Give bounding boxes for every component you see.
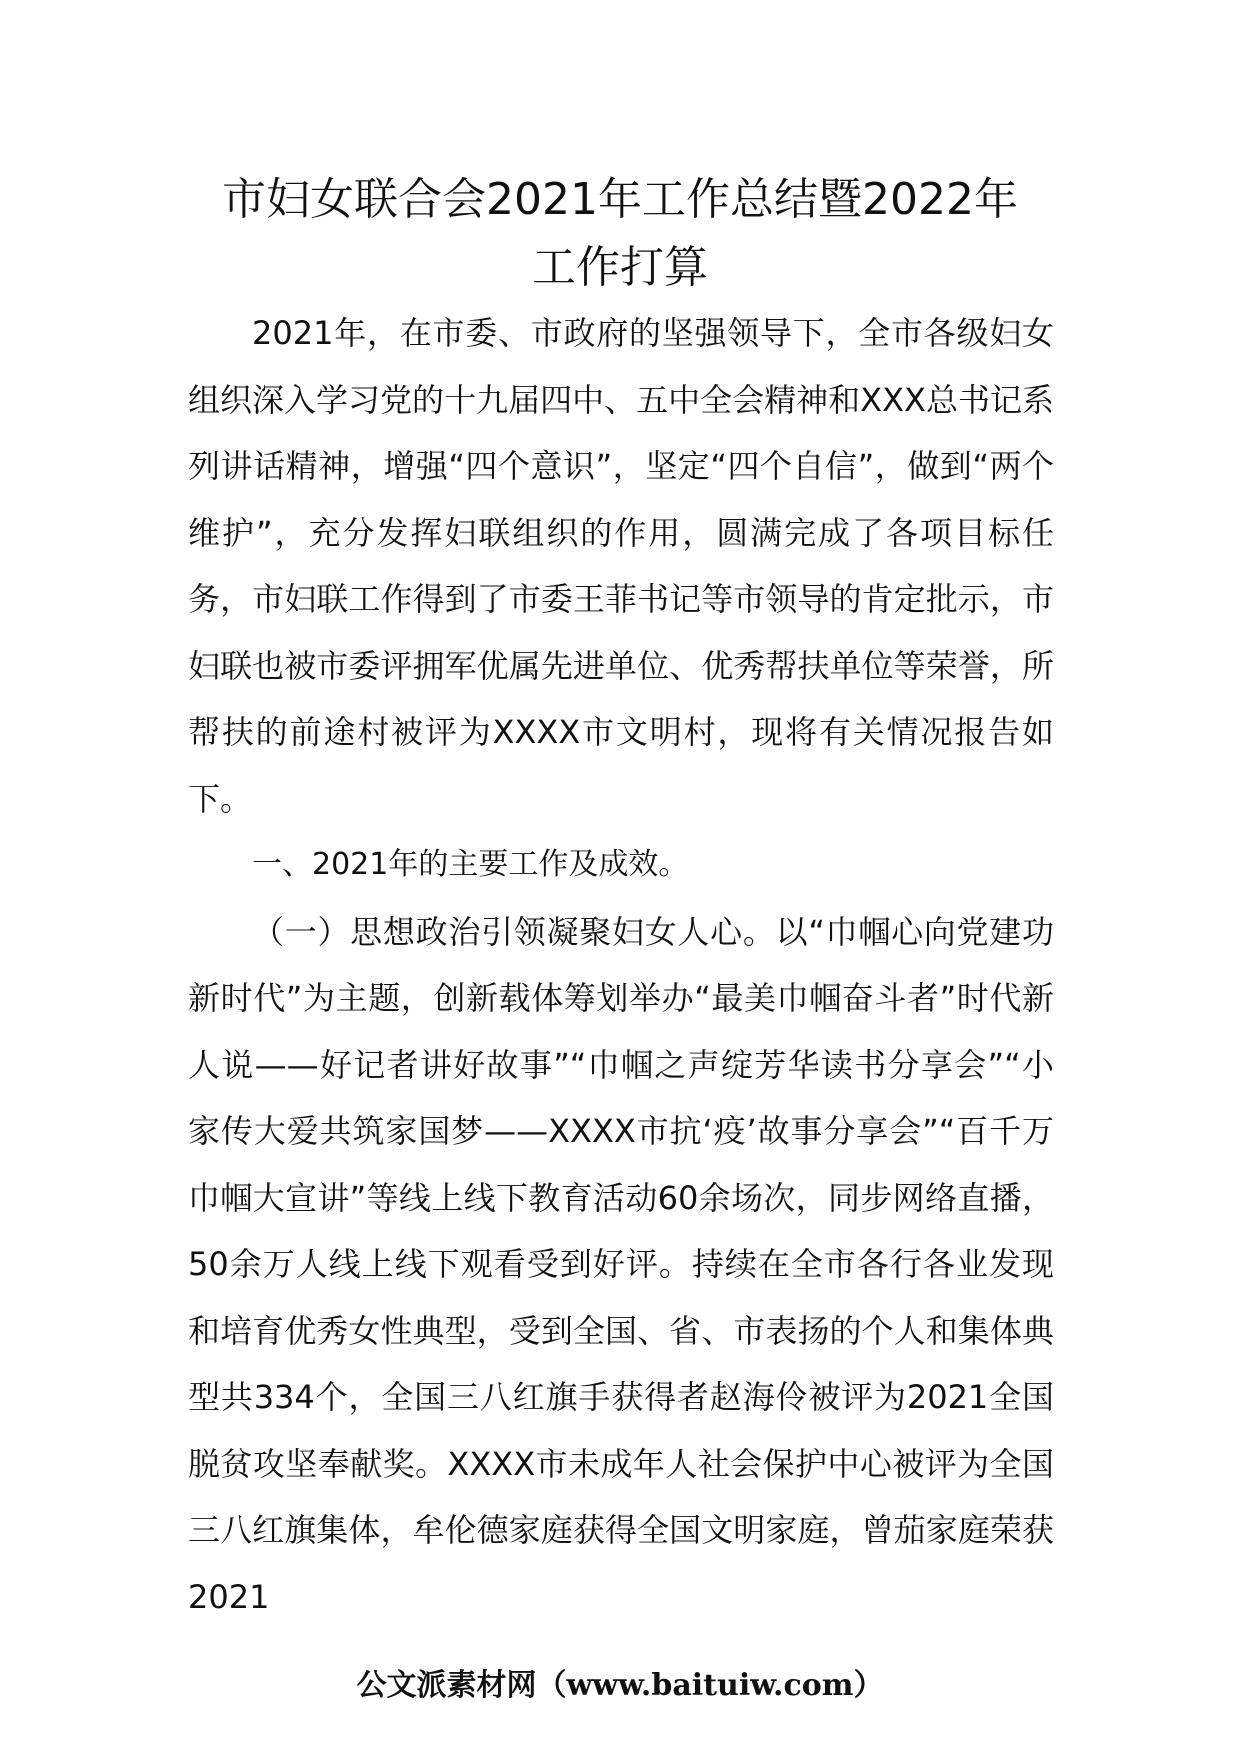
document-title [150, 166, 1090, 302]
section-heading: 一、2021年的主要工作及成效。 [252, 847, 689, 882]
document-body [188, 300, 1054, 1630]
footer-watermark: 公文派素材网（www.baituiw.com） [356, 1668, 884, 1703]
title-line-2: 工作打算 [532, 242, 708, 293]
section-paragraph: （一）思想政治引领凝聚妇女人心。以“巾帼心向党建功新时代”为主题，创新载体筹划举办“最美巾帼奋斗者”时代新人说——好记者讲好故事”“巾帼之声绽芳华读书分享会”“小家传大爱共筑家国梦——XXXX市抗‘疫’故事分享会”“百千万巾帼大宣讲”等线上线下教育活动60余场次，同步网络直播，50余万人线上线下观看受到好评。持续在全市各行各业发现和培育优秀女性典型，受到全国、省、市表扬的个人和集体典型共334个，全国三八红旗手获得者赵海伶被评为2021全国脱贫攻坚奉献奖。XXXX市未成年人社会保护中心被评为全国三八红旗集体，牟伦德家庭获得全国文明家庭，曾茄家庭荣获2021 [188, 912, 1054, 1616]
intro-paragraph: 2021年，在市委、市政府的坚强领导下，全市各级妇女组织深入学习党的十九届四中、五中全会精神和XXX总书记系列讲话精神，增强“四个意识”，坚定“四个自信”，做到“两个维护”，充分发挥妇联组织的作用，圆满完成了各项目标任务，市妇联工作得到了市委王菲书记等市领导的肯定批示，市妇联也被市委评拥军优属先进单位、优秀帮扶单位等荣誉，所帮扶的前途村被评为XXXX市文明村，现将有关情况报告如下。 [188, 314, 1054, 818]
title-line-1: 市妇女联合会2021年工作总结暨2022年 [222, 174, 1018, 225]
